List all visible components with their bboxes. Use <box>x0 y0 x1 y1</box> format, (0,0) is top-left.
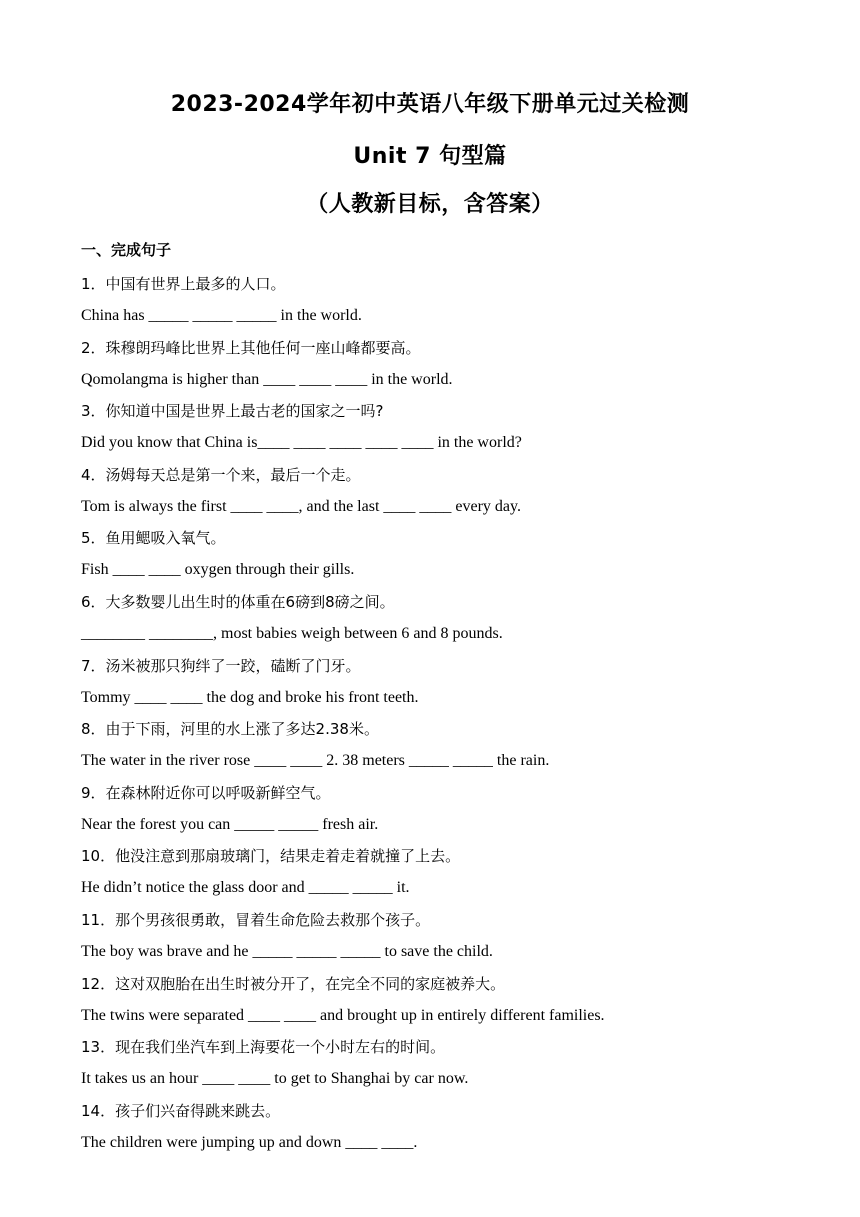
chinese-sentence: 4．汤姆每天总是第一个来，最后一个走。 <box>81 465 361 484</box>
exercise-item-8 <box>81 717 781 781</box>
english-fill-blank: Near the forest you can _____ _____ fresh air. <box>81 815 379 833</box>
chinese-sentence: 9．在森林附近你可以呼吸新鲜空气。 <box>81 783 331 802</box>
chinese-sentence: 12．这对双胞胎在出生时被分开了，在完全不同的家庭被养大。 <box>81 974 506 993</box>
english-fill-blank: ________ ________, most babies weigh between 6 and 8 pounds. <box>81 624 503 642</box>
exercise-item-10 <box>81 844 781 908</box>
english-fill-blank: The children were jumping up and down ____ ____. <box>81 1133 418 1151</box>
chinese-sentence: 6．大多数婴儿出生时的体重在6磅到8磅之间。 <box>81 592 395 611</box>
exercise-item-3 <box>81 399 781 463</box>
chinese-sentence: 11．那个男孩很勇敢，冒着生命危险去救那个孩子。 <box>81 910 431 929</box>
exercise-list <box>81 272 781 1162</box>
edition-subtitle: （人教新目标，含答案） <box>306 192 554 217</box>
chinese-sentence: 2．珠穆朗玛峰比世界上其他任何一座山峰都要高。 <box>81 338 421 357</box>
exercise-item-4 <box>81 463 781 527</box>
english-fill-blank: China has _____ _____ _____ in the world. <box>81 307 362 324</box>
exercise-item-14 <box>81 1099 781 1163</box>
unit-title: Unit 7 句型篇 <box>353 144 507 169</box>
english-fill-blank: It takes us an hour ____ ____ to get to Shanghai by car now. <box>81 1070 469 1088</box>
english-fill-blank: Did you know that China is____ ____ ____ ____ ____ in the world? <box>81 434 522 452</box>
english-fill-blank: Fish ____ ____ oxygen through their gills. <box>81 561 355 579</box>
chinese-sentence: 3．你知道中国是世界上最古老的国家之一吗? <box>81 402 384 421</box>
chinese-sentence: 7．汤米被那只狗绊了一跤，磕断了门牙。 <box>81 656 361 675</box>
english-fill-blank: Tom is always the first ____ ____, and the last ____ ____ every day. <box>81 497 521 515</box>
chinese-sentence: 1．中国有世界上最多的人口。 <box>81 275 286 293</box>
chinese-sentence: 8．由于下雨，河里的水上涨了多达2.38米。 <box>81 720 379 739</box>
exercise-item-2 <box>81 336 781 400</box>
document-title: 2023-2024学年初中英语八年级下册单元过关检测 <box>170 92 690 117</box>
exercise-item-6 <box>81 590 781 654</box>
english-fill-blank: Tommy ____ ____ the dog and broke his front teeth. <box>81 688 419 706</box>
exercise-item-9 <box>81 781 781 845</box>
exercise-item-7 <box>81 654 781 718</box>
chinese-sentence: 10．他没注意到那扇玻璃门，结果走着走着就撞了上去。 <box>81 847 461 866</box>
exercise-item-1 <box>81 272 781 336</box>
exercise-item-12 <box>81 972 781 1036</box>
exercise-item-5 <box>81 526 781 590</box>
chinese-sentence: 13．现在我们坐汽车到上海要花一个小时左右的时间。 <box>81 1038 446 1057</box>
english-fill-blank: He didn’t notice the glass door and _____ _____ it. <box>81 879 410 897</box>
english-fill-blank: Qomolangma is higher than ____ ____ ____ in the world. <box>81 370 453 388</box>
section-heading: 一、完成句子 <box>81 241 172 259</box>
english-fill-blank: The twins were separated ____ ____ and brought up in entirely different families. <box>81 1006 605 1024</box>
chinese-sentence: 5．鱼用鳃吸入氧气。 <box>81 529 226 548</box>
english-fill-blank: The boy was brave and he _____ _____ _____ to save the child. <box>81 942 493 960</box>
english-fill-blank: The water in the river rose ____ ____ 2. 38 meters _____ _____ the rain. <box>81 752 550 770</box>
exercise-item-13 <box>81 1035 781 1099</box>
exercise-item-11 <box>81 908 781 972</box>
chinese-sentence: 14．孩子们兴奋得跳来跳去。 <box>81 1101 281 1120</box>
